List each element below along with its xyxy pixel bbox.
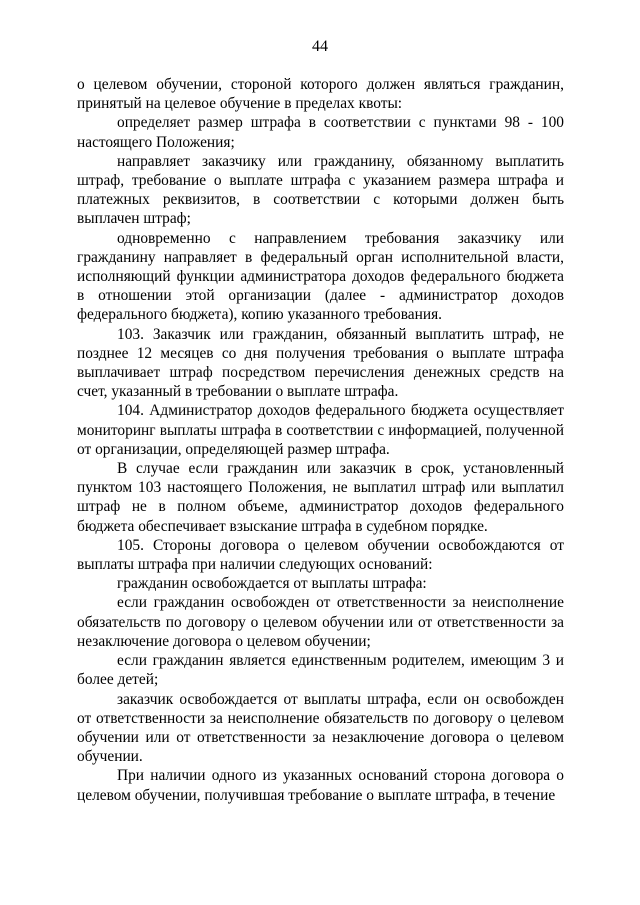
paragraph: При наличии одного из указанных оснований сторона договора о целевом обучении, получившая требование о выплате штрафа, в течение [77, 767, 564, 804]
paragraph: заказчик освобождается от выплаты штрафа, если он освобожден от ответственности за неисполнение обязательств по договору о целевом обучении или от ответственности за незаключение договора о целевом обучении. [77, 690, 564, 766]
document-body [77, 75, 564, 805]
paragraph-item-103: 103. Заказчик или гражданин, обязанный выплатить штраф, не позднее 12 месяцев со дня получения требования о выплате штрафа выплачивает штраф посредством перечисления денежных средств на счет, указанный в требовании о выплате штрафа. [77, 325, 564, 401]
paragraph-item-104: 104. Администратор доходов федерального бюджета осуществляет мониторинг выплаты штрафа в соответствии с информацией, полученной от организации, определяющей размер штрафа. [77, 402, 564, 458]
paragraph: одновременно с направлением требования заказчику или гражданину направляет в федеральный орган исполнительной власти, исполняющий функции администратора доходов федерального бюджета в отношении этой организации (далее - администратор доходов федерального бюджета), копию указанного требования. [77, 229, 564, 324]
paragraph: если гражданин освобожден от ответственности за неисполнение обязательств по договору о целевом обучении или от ответственности за незаключение договора о целевом обучении; [77, 594, 564, 650]
paragraph-item-105: 105. Стороны договора о целевом обучении освобождаются от выплаты штрафа при наличии следующих оснований: [77, 536, 564, 574]
paragraph: гражданин освобождается от выплаты штрафа: [117, 575, 427, 593]
paragraph: если гражданин является единственным родителем, имеющим 3 и более детей; [77, 652, 564, 689]
paragraph: направляет заказчику или гражданину, обязанному выплатить штраф, требование о выплате штрафа с указанием размера штрафа и платежных реквизитов, в соответствии с которыми должен быть выплачен штраф; [77, 152, 564, 228]
page-number: 44 [312, 38, 328, 55]
paragraph: В случае если гражданин или заказчик в срок, установленный пунктом 103 настоящего Положения, не выплатил штраф или выплатил штраф не в полном объеме, администратор доходов федерального бюджета обеспечивает взыскание штрафа в судебном порядке. [77, 460, 564, 535]
paragraph: о целевом обучении, стороной которого должен являться гражданин, принятый на целевое обучение в пределах квоты: [77, 76, 564, 113]
paragraph: определяет размер штрафа в соответствии с пунктами 98 - 100 настоящего Положения; [77, 114, 564, 151]
